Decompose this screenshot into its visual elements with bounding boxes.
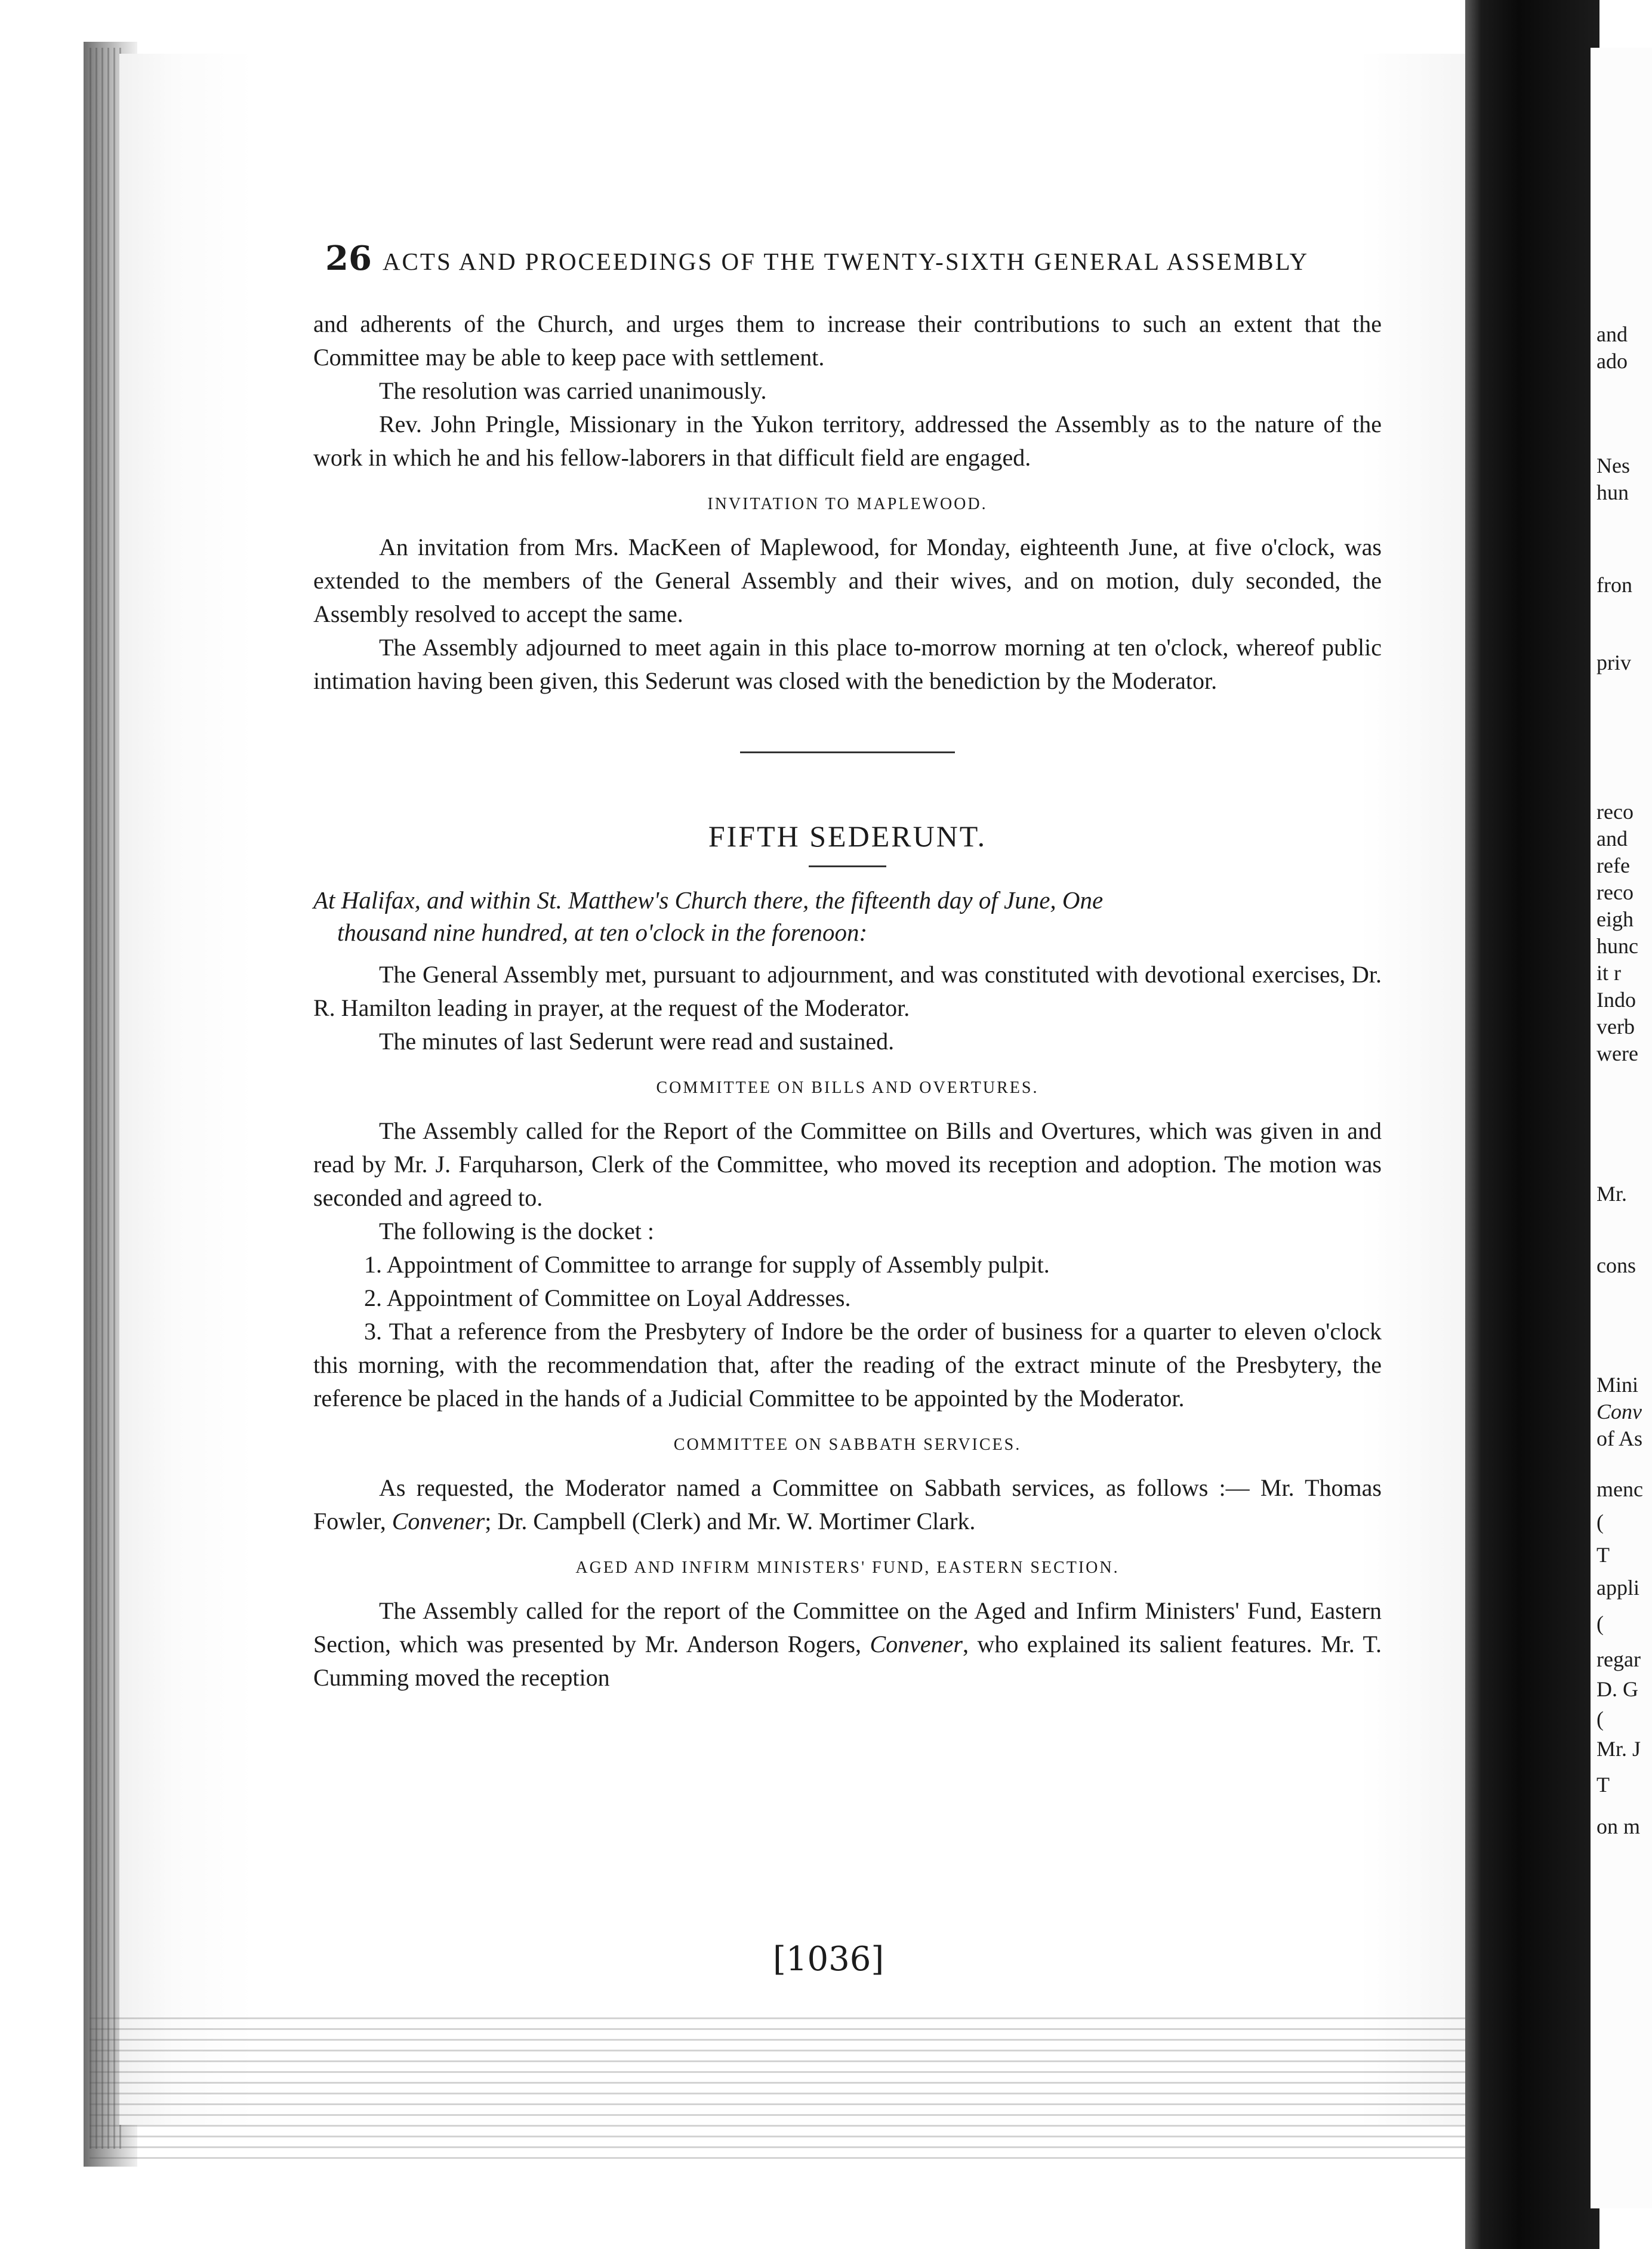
convener-label: Convener [392, 1508, 485, 1535]
facing-page-fragment: hun [1596, 480, 1629, 504]
facing-page-fragment: Mini [1596, 1373, 1639, 1397]
sederunt-date-line-2: thousand nine hundred, at ten o'clock in the forenoon: [337, 919, 868, 946]
page-bottom-edge [90, 2017, 1486, 2161]
facing-page-fragment: reco [1596, 800, 1633, 824]
facing-page-fragment: menc [1596, 1477, 1643, 1501]
sederunt-title: FIFTH SEDERUNT. [708, 820, 987, 853]
book-gutter [1465, 0, 1599, 2249]
facing-page-fragment: refe [1596, 854, 1630, 877]
bottom-page-number: [1036] [773, 1940, 884, 1979]
paragraph: The following is the docket : [379, 1218, 655, 1244]
facing-page-fragment: eigh [1596, 907, 1633, 931]
running-head-title: ACTS AND PROCEEDINGS OF THE TWENTY-SIXTH GENERAL ASSEMBLY [382, 248, 1309, 275]
paragraph: The Assembly adjourned to meet again in this place to-morrow morning at ten o'clock, whereof public intimation having been given, this Sederunt was closed with the benediction by the Moderator. [313, 634, 1382, 694]
facing-page-fragment: T [1596, 1543, 1610, 1567]
paragraph: The General Assembly met, pursuant to adjournment, and was constituted with devotional exercises, Dr. R. Hamilton leading in prayer, at the request of the Moderator. [313, 961, 1382, 1021]
facing-page-fragment: of As [1596, 1427, 1643, 1450]
facing-page-fragment: Conv [1596, 1400, 1642, 1424]
facing-page-fragment: fron [1596, 573, 1632, 597]
docket-item: 3. That a reference from the Presbytery of Indore be the order of business for a quarter to eleven o'clock this morning, with the recommendation that, after the reading of the extract minute of the Presbytery, the reference be placed in the hands of a Judicial Committee to be appointed by the Moderator. [313, 1318, 1382, 1412]
facing-page-fragment: cons [1596, 1253, 1636, 1277]
facing-page-fragment: were [1596, 1042, 1638, 1065]
page-body [313, 307, 1382, 1695]
facing-page-fragment: ( [1596, 1707, 1604, 1731]
text-run: ; Dr. Campbell (Clerk) and Mr. W. Mortimer Clark. [485, 1508, 976, 1535]
paragraph [313, 1594, 1382, 1695]
text-run: , who explained its salient features. Mr. T. Cumming moved the reception [313, 1631, 1382, 1691]
facing-page-strip [1591, 48, 1652, 2208]
sederunt-date [313, 884, 1382, 948]
paragraph [313, 1471, 1382, 1538]
facing-page-fragment: on m [1596, 1814, 1641, 1838]
section-heading-bills: COMMITTEE ON BILLS AND OVERTURES. [656, 1079, 1039, 1097]
section-divider [740, 751, 955, 753]
facing-page-fragment: and [1596, 322, 1628, 346]
facing-page-fragment: reco [1596, 880, 1633, 904]
paragraph: and adherents of the Church, and urges them to increase their contributions to such an extent that the Committee may be able to keep pace with settlement. [313, 310, 1382, 371]
facing-page-fragment: and [1596, 827, 1628, 851]
facing-page-fragment: it r [1596, 961, 1621, 985]
facing-page-fragment: ( [1596, 1612, 1604, 1635]
sederunt-date-line-1: At Halifax, and within St. Matthew's Church there, the fifteenth day of June, One [313, 886, 1104, 914]
paragraph: The Assembly called for the Report of the Committee on Bills and Overtures, which was given in and read by Mr. J. Farquharson, Clerk of the Committee, who moved its reception and adoption. The motion was seconded and agreed to. [313, 1117, 1382, 1211]
facing-page-fragment: Mr. [1596, 1182, 1628, 1206]
paragraph: An invitation from Mrs. MacKeen of Maplewood, for Monday, eighteenth June, at five o'clock, was extended to the members of the General Assembly and their wives, and on motion, duly seconded, the Assembly resolved to accept the same. [313, 534, 1382, 627]
section-heading-sabbath: COMMITTEE ON SABBATH SERVICES. [673, 1435, 1022, 1454]
convener-label: Convener [870, 1631, 963, 1658]
facing-page-fragment: Indo [1596, 988, 1636, 1012]
section-heading-invitation: INVITATION TO MAPLEWOOD. [707, 495, 988, 513]
facing-page-fragment: priv [1596, 651, 1631, 674]
paragraph: The resolution was carried unanimously. [379, 377, 767, 404]
paragraph: The minutes of last Sederunt were read and sustained. [379, 1028, 895, 1055]
docket-item: 1. Appointment of Committee to arrange for supply of Assembly pulpit. [364, 1251, 1050, 1278]
facing-page-fragment: hunc [1596, 934, 1638, 958]
facing-page-fragment: appli [1596, 1576, 1639, 1600]
section-heading-aged-fund: AGED AND INFIRM MINISTERS' FUND, EASTERN SECTION. [575, 1558, 1120, 1577]
facing-page-fragment: D. G [1596, 1677, 1638, 1701]
facing-page-fragment: verb [1596, 1015, 1635, 1039]
facing-page-fragment: ( [1596, 1510, 1604, 1534]
facing-page-fragment: ado [1596, 349, 1628, 373]
paragraph: Rev. John Pringle, Missionary in the Yukon territory, addressed the Assembly as to the nature of the work in which he and his fellow-laborers in that difficult field are engaged. [313, 411, 1382, 471]
title-rule [809, 865, 886, 867]
facing-page-fragment: Mr. J [1596, 1737, 1641, 1761]
facing-page-fragment: Nes [1596, 454, 1630, 477]
text-run: As requested, the Moderator named a Committee on Sabbath services, as follows :— Mr. Thomas Fowler, [313, 1474, 1382, 1535]
facing-page-fragment: regar [1596, 1647, 1641, 1671]
text-run: The Assembly called for the report of the Committee on the Aged and Infirm Ministers' Fund, Eastern Section, which was presented by Mr. Anderson Rogers, [313, 1597, 1382, 1658]
running-head [325, 239, 1394, 281]
docket-item: 2. Appointment of Committee on Loyal Addresses. [364, 1284, 851, 1311]
facing-page-fragment: T [1596, 1773, 1610, 1797]
page-number: 26 [325, 239, 372, 278]
